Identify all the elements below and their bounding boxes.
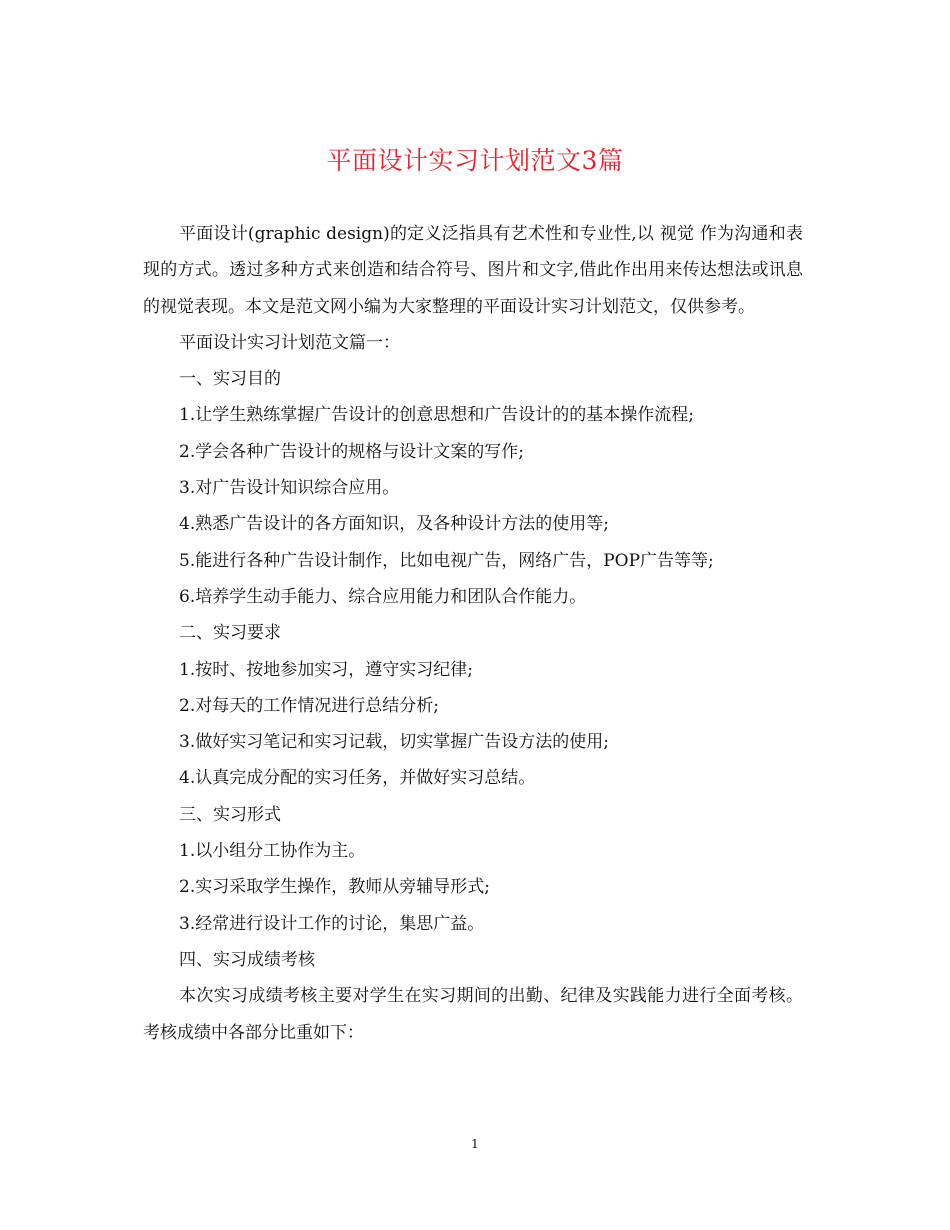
list-item: 2.学会各种广告设计的规格与设计文案的写作;	[179, 441, 524, 462]
section-heading-requirements: 二、实习要求	[179, 623, 281, 644]
list-item: 4.熟悉广告设计的各方面知识，及各种设计方法的使用等;	[179, 514, 609, 535]
list-item: 1.让学生熟练掌握广告设计的创意思想和广告设计的的基本操作流程;	[179, 405, 694, 426]
section-heading-purpose: 一、实习目的	[179, 369, 281, 390]
list-item: 3.做好实习笔记和实习记载，切实掌握广告设方法的使用;	[179, 732, 609, 753]
list-item: 1.按时、按地参加实习，遵守实习纪律;	[179, 659, 473, 680]
list-item: 2.对每天的工作情况进行总结分析;	[179, 695, 439, 716]
list-item: 6.培养学生动手能力、综合应用能力和团队合作能力。	[179, 586, 587, 607]
paragraph-intro: 平面设计(graphic design)的定义泛指具有艺术性和专业性,以 视觉 作为沟通和表现的方式。透过多种方式来创造和结合符号、图片和文字,借此作出用来传达想法或讯息的视觉表现。本文是范文网小编为大家整理的平面设计实习计划范文，仅供参考。	[143, 224, 803, 317]
paragraph-assessment: 本次实习成绩考核主要对学生在实习期间的出勤、纪律及实践能力进行全面考核。考核成绩中各部分比重如下：	[143, 986, 803, 1043]
list-item: 5.能进行各种广告设计制作，比如电视广告，网络广告，POP广告等等;	[179, 550, 714, 571]
document-body	[143, 216, 803, 1051]
section-heading-assessment: 四、实习成绩考核	[179, 949, 315, 970]
list-item: 4.认真完成分配的实习任务，并做好实习总结。	[179, 768, 536, 789]
list-item: 3.对广告设计知识综合应用。	[179, 478, 400, 499]
list-item: 2.实习采取学生操作，教师从旁辅导形式;	[179, 877, 490, 898]
page-number: 1	[471, 1137, 479, 1151]
list-item: 3.经常进行设计工作的讨论，集思广益。	[179, 913, 485, 934]
list-item: 1.以小组分工协作为主。	[179, 841, 366, 862]
section-heading-format: 三、实习形式	[179, 804, 281, 825]
document-title: 平面设计实习计划范文3篇	[326, 146, 624, 175]
paragraph-part-one-heading: 平面设计实习计划范文篇一：	[179, 332, 400, 353]
